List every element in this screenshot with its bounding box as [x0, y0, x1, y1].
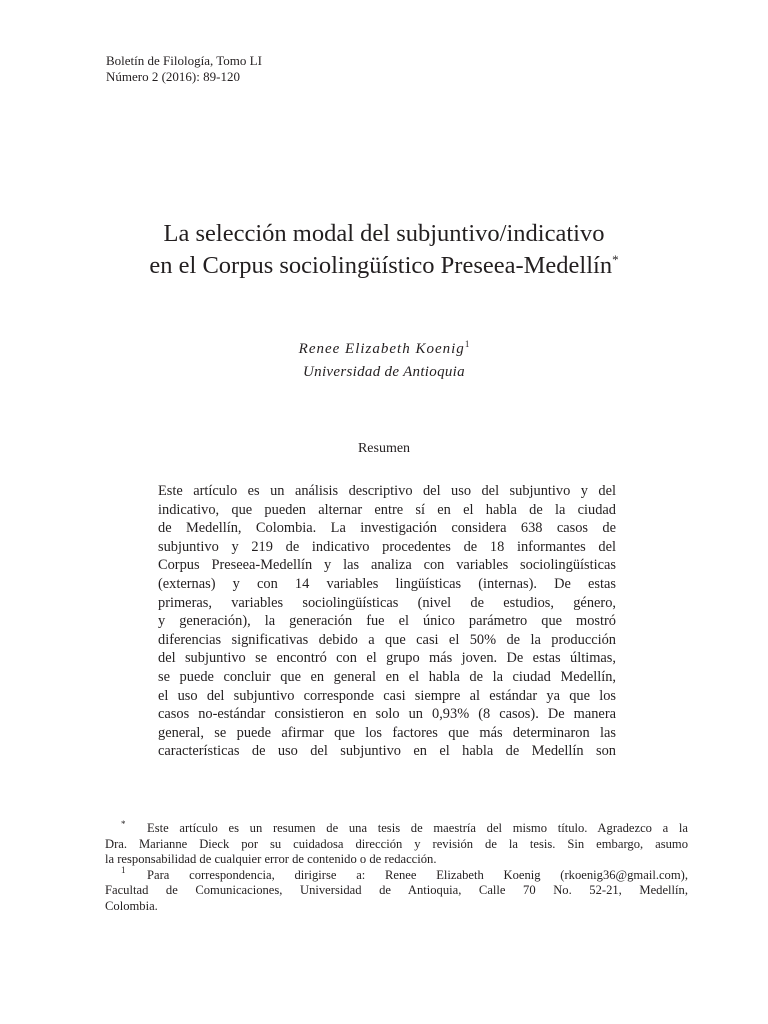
- abstract-line: primeras, variables sociolingüísticas (nivel de estudios, género,: [158, 594, 616, 611]
- abstract-line: general, se puede afirmar que los factores que más determinaron las: [158, 724, 616, 741]
- title-line-2-text: en el Corpus sociolingüístico Preseea-Medellín: [149, 252, 613, 279]
- abstract-line: de Medellín, Colombia. La investigación considera 638 casos de: [158, 520, 616, 537]
- abstract-line: Este artículo es un análisis descriptivo del uso del subjuntivo y del: [158, 483, 616, 499]
- abstract-body: [158, 482, 616, 761]
- journal-title: Boletín de Filología, Tomo LI: [106, 53, 262, 68]
- footnote-1-text: Este artículo es un resumen de una tesis de maestría del mismo título. Agradezco a la: [147, 821, 688, 835]
- footnote-1-line: la responsabilidad de cualquier error de contenido o de redacción.: [105, 852, 437, 866]
- footnote-2-line: Facultad de Comunicaciones, Universidad de Antioquia, Calle 70 No. 52-21, Medellín,: [105, 883, 688, 897]
- abstract-line: indicativo, que pueden alternar entre sí en el habla de la ciudad: [158, 501, 616, 518]
- footnotes: [105, 818, 688, 914]
- author-line: [60, 341, 708, 358]
- author-footnote-marker[interactable]: 1: [464, 339, 470, 349]
- title-footnote-marker[interactable]: *: [612, 251, 619, 267]
- abstract-line: el uso del subjuntivo corresponde casi siempre al estándar ya que los: [158, 687, 616, 704]
- abstract-line: se puede concluir que en general en el habla de la ciudad Medellín,: [158, 668, 616, 685]
- abstract-line: diferencias significativas debido a que casi el 50% de la producción: [158, 631, 616, 648]
- journal-header: [106, 53, 262, 85]
- footnote-1-line: Dra. Marianne Dieck por su cuidadosa dirección y revisión de la tesis. Sin embargo, asumo: [105, 836, 688, 851]
- author-name: Renee Elizabeth Koenig: [298, 341, 465, 357]
- footnote-2-line: 1 Para correspondencia, dirigirse a: Renee Elizabeth Koenig (rkoenig36@gmail.com),: [121, 865, 688, 882]
- journal-issue: Número 2 (2016): 89-120: [106, 69, 240, 84]
- footnote-1-line: * Este artículo es un resumen de una tesis de maestría del mismo título. Agradezco a la: [121, 818, 688, 835]
- abstract-line: (externas) y con 14 variables lingüísticas (internas). De estas: [158, 575, 616, 592]
- abstract-heading: Resumen: [357, 441, 411, 456]
- abstract-line: subjuntivo y 219 de indicativo procedentes de 18 informantes del: [158, 538, 616, 555]
- abstract-line: casos no-estándar consistieron en solo un 0,93% (8 casos). De manera: [158, 706, 616, 723]
- title-line-1: La selección modal del subjuntivo/indicativo: [163, 220, 605, 247]
- footnote-2-text: Para correspondencia, dirigirse a: Renee Elizabeth Koenig (rkoenig36@gmail.com),: [147, 867, 688, 882]
- article-title: [60, 218, 708, 282]
- abstract-line: características de uso del subjuntivo en el habla de Medellín son: [158, 743, 616, 760]
- abstract-line: del subjuntivo se encontró con el grupo más joven. De estas últimas,: [158, 650, 616, 667]
- title-line-2: [60, 250, 708, 282]
- footnote-2-line: Colombia.: [105, 898, 158, 913]
- author-affiliation: Universidad de Antioquia: [303, 364, 465, 380]
- abstract-line: Corpus Preseea-Medellín y las analiza con variables sociolingüísticas: [158, 557, 616, 574]
- abstract-line: y generación), la generación fue el único parámetro que mostró: [158, 613, 616, 630]
